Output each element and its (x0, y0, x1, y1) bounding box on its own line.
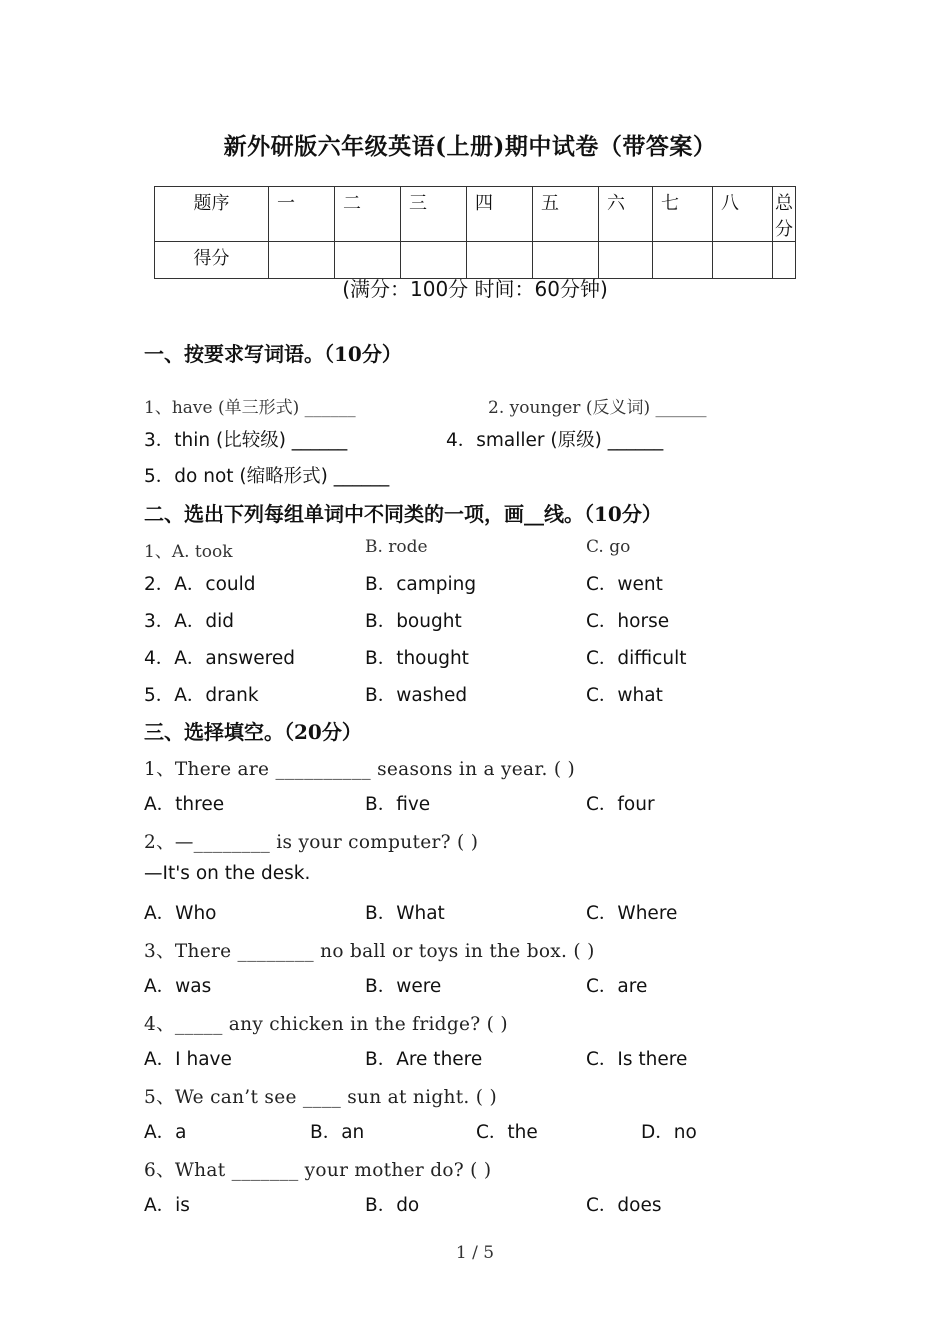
s3-q3-stem: 3、There ________ no ball or toys in the box. ( ) (144, 941, 595, 962)
s2-row3-option-a: 3．A．did (144, 611, 235, 632)
page-number: 1 / 5 (455, 1243, 495, 1263)
s3-q5-option-c: C．the (476, 1122, 538, 1143)
s3-q1-option-b: B．five (365, 794, 431, 815)
s3-q6-option-c: C．does (586, 1195, 662, 1216)
score-header-cell: 八 (713, 187, 773, 242)
s3-q2-reply: —It's on the desk. (144, 863, 311, 884)
s3-q6-option-a: A．is (144, 1195, 190, 1216)
score-header-cell: 四 (467, 187, 533, 242)
section1-heading: 一、按要求写词语。（10分） (144, 342, 402, 366)
s3-q4-option-c: C．Is there (586, 1049, 688, 1070)
s2-row4-option-c: C．difficult (586, 648, 687, 669)
s2-row4-option-b: B．thought (365, 648, 469, 669)
s3-q5-option-d: D．no (641, 1122, 697, 1143)
s2-row5-option-b: B．washed (365, 685, 468, 706)
s2-row2-option-c: C．went (586, 574, 663, 595)
score-header-cell: 三 (401, 187, 467, 242)
s3-q5-option-a: A．a (144, 1122, 187, 1143)
s2-row4-option-a: 4．A．answered (144, 648, 295, 669)
s2-row5-option-c: C．what (586, 685, 663, 706)
s2-row3-option-b: B．bought (365, 611, 462, 632)
s3-q3-option-a: A．was (144, 976, 212, 997)
s3-q4-option-b: B．Are there (365, 1049, 483, 1070)
s1-question-2: 2. younger (反义词) ______ (488, 398, 707, 418)
s1-question-4: 4．smaller (原级) ______ (446, 430, 664, 451)
score-header-cell: 二 (335, 187, 401, 242)
s2-row1-option-a: 1、A. took (144, 542, 233, 562)
s3-q2-option-c: C．Where (586, 903, 678, 924)
section2-heading: 二、选出下列每组单词中不同类的一项，画__线。（10分） (144, 502, 662, 526)
s3-q3-option-b: B．were (365, 976, 442, 997)
s3-q3-option-c: C．are (586, 976, 648, 997)
s2-row3-option-c: C．horse (586, 611, 670, 632)
score-header-cell: 七 (653, 187, 713, 242)
score-table (154, 186, 796, 279)
section3-heading: 三、选择填空。（20分） (144, 720, 362, 744)
s3-q5-stem: 5、We can’t see ____ sun at night. ( ) (144, 1087, 498, 1108)
s2-row1-option-c: C. go (586, 537, 631, 557)
s2-row2-option-b: B．camping (365, 574, 477, 595)
s3-q4-stem: 4、_____ any chicken in the fridge? ( ) (144, 1014, 508, 1035)
score-header-cell: 六 (599, 187, 653, 242)
s1-question-1: 1、have (单三形式) ______ (144, 398, 356, 418)
s3-q2-stem: 2、—________ is your computer? ( ) (144, 832, 479, 853)
s3-q6-stem: 6、What _______ your mother do? ( ) (144, 1160, 492, 1181)
s3-q2-option-b: B．What (365, 903, 445, 924)
s2-row2-option-a: 2．A．could (144, 574, 256, 595)
score-header-cell: 题序 (155, 187, 269, 242)
s3-q2-option-a: A．Who (144, 903, 217, 924)
s3-q6-option-b: B．do (365, 1195, 420, 1216)
s3-q1-option-c: C．four (586, 794, 655, 815)
score-row-label: 得分 (155, 242, 269, 279)
score-header-cell: 一 (269, 187, 335, 242)
s3-q1-stem: 1、There are __________ seasons in a year. ( ) (144, 759, 576, 780)
time-info: (满分：100分 时间：60分钟) (342, 277, 608, 301)
s3-q5-option-b: B．an (310, 1122, 365, 1143)
page-title: 新外研版六年级英语(上册)期中试卷（带答案） (223, 133, 717, 160)
s3-q4-option-a: A．I have (144, 1049, 232, 1070)
s1-question-5: 5．do not (缩略形式) ______ (144, 466, 390, 487)
score-header-cell: 五 (533, 187, 599, 242)
score-header-cell: 总分 (773, 187, 796, 242)
s2-row5-option-a: 5．A．drank (144, 685, 259, 706)
s2-row1-option-b: B. rode (365, 537, 428, 557)
s3-q1-option-a: A．three (144, 794, 225, 815)
score-table-header-row (155, 187, 796, 242)
s1-question-3: 3．thin (比较级) ______ (144, 430, 348, 451)
